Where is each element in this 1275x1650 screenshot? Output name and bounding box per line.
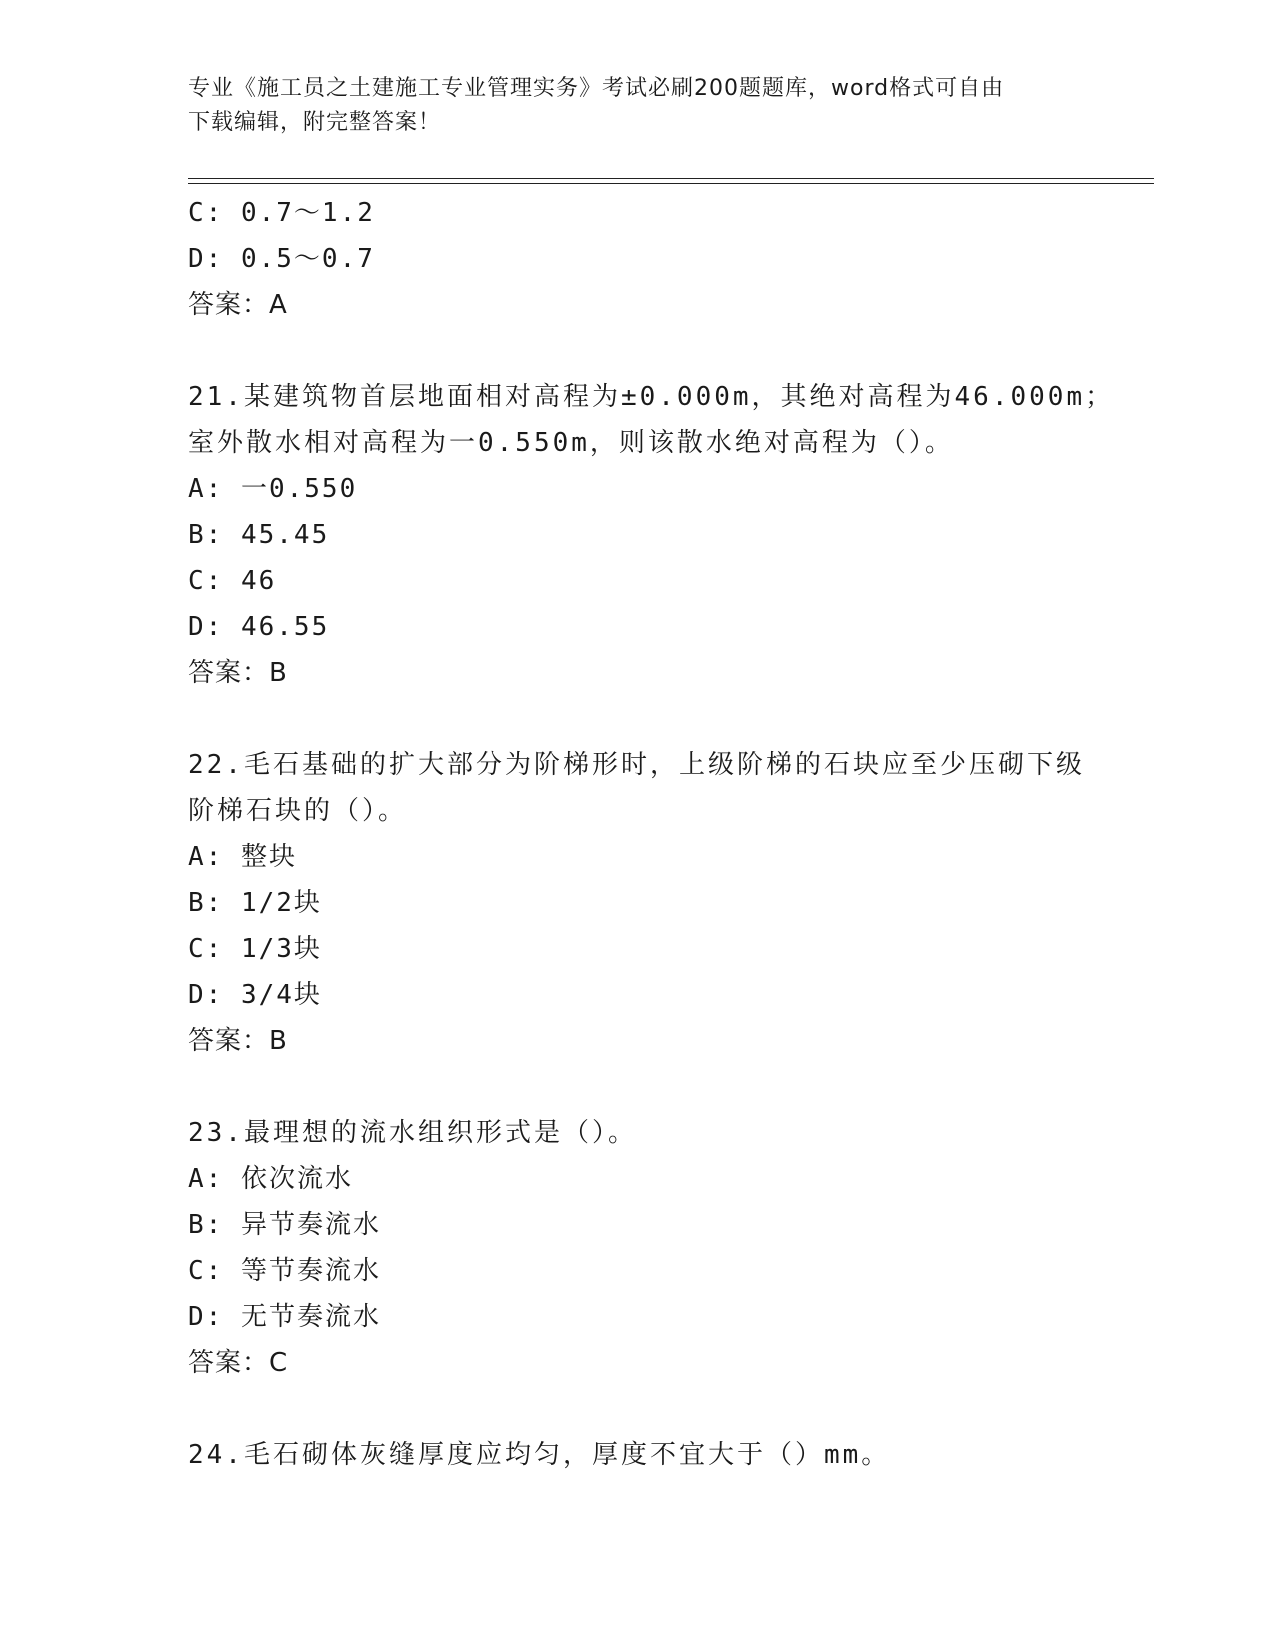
question-23: [188, 1110, 1148, 1386]
option-a: A: 整块: [188, 842, 297, 872]
question-stem-line: 24.毛石砌体灰缝厚度应均匀，厚度不宜大于（）mm。: [188, 1440, 891, 1470]
option-a: A: 依次流水: [188, 1164, 353, 1194]
option-c: C: 1/3块: [188, 934, 322, 964]
question-24: [188, 1432, 1148, 1478]
option-c: C: 46: [188, 566, 277, 596]
option-c: C: 等节奏流水: [188, 1256, 381, 1286]
question-stem-line: 室外散水相对高程为一0.550m，则该散水绝对高程为（）。: [188, 428, 954, 458]
option-d: D: 无节奏流水: [188, 1302, 381, 1332]
option-b: B: 异节奏流水: [188, 1210, 381, 1240]
answer-line: 答案：A: [188, 290, 288, 320]
answer-line: 答案：B: [188, 1026, 288, 1056]
option-c: C: 0.7～1.2: [188, 198, 375, 228]
question-stem-line: 阶梯石块的（）。: [188, 796, 408, 826]
prev-question-block: [188, 190, 1148, 328]
option-d: D: 3/4块: [188, 980, 322, 1010]
document-body: [188, 190, 1148, 1478]
header-divider-top: [188, 178, 1154, 179]
option-b: B: 45.45: [188, 520, 330, 550]
answer-line: 答案：C: [188, 1348, 289, 1378]
question-21: [188, 374, 1148, 696]
question-22: [188, 742, 1148, 1064]
option-a: A: 一0.550: [188, 474, 358, 504]
option-b: B: 1/2块: [188, 888, 322, 918]
answer-line: 答案：B: [188, 658, 288, 688]
question-stem-line: 23.最理想的流水组织形式是（）。: [188, 1118, 637, 1148]
header-title-line-2: 下载编辑，附完整答案！: [188, 110, 442, 135]
option-d: D: 0.5～0.7: [188, 244, 375, 274]
question-stem-line: 21.某建筑物首层地面相对高程为±0.000m，其绝对高程为46.000m；: [188, 382, 1115, 412]
option-d: D: 46.55: [188, 612, 330, 642]
header-title-line-1: 专业《施工员之土建施工专业管理实务》考试必刷200题题库，word格式可自由: [188, 76, 1005, 101]
document-header: [188, 72, 1068, 140]
header-divider-bottom: [188, 183, 1154, 184]
question-stem-line: 22.毛石基础的扩大部分为阶梯形时，上级阶梯的石块应至少压砌下级: [188, 750, 1085, 780]
